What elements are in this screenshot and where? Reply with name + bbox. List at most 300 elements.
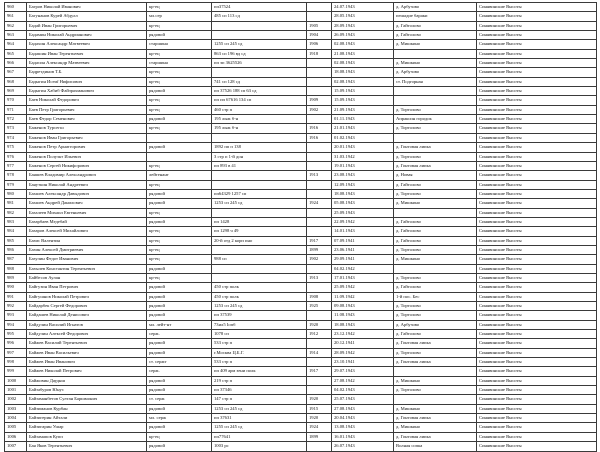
unit (212, 180, 307, 189)
date-of-death: 21.08.1943 (332, 49, 394, 58)
full-name: Байзамапов Купп (27, 432, 147, 441)
row-number: 1005 (5, 423, 27, 432)
birth-year: 1913 (307, 171, 332, 180)
table-row (5, 339, 597, 348)
burial-site: Синявинские Высоты (477, 358, 597, 367)
full-name: Бадасин Александр Матвеевич (27, 59, 147, 68)
full-name: Байзигерин Айтали (27, 414, 147, 423)
birth-year: 1915 (307, 404, 332, 413)
table-row (5, 133, 597, 142)
full-name: Базулин Федот Иванович (27, 255, 147, 264)
birth-year (307, 189, 332, 198)
unit: пп пп 67616 134 сп (212, 96, 307, 105)
birth-year: 1899 (307, 245, 332, 254)
rank: рядовой (147, 348, 212, 357)
date-of-death: 20.01.1943 (332, 143, 394, 152)
burial-place: д. Мишкино (394, 423, 477, 432)
birth-year (307, 339, 332, 348)
birth-year (307, 180, 332, 189)
row-number: 966 (5, 59, 27, 68)
unit: 533 стр п (212, 358, 307, 367)
burial-place (394, 96, 477, 105)
birth-year: 1902 (307, 105, 332, 114)
rank: рядовой (147, 115, 212, 124)
unit (212, 31, 307, 40)
row-number: 989 (5, 273, 27, 282)
table-row (5, 3, 597, 12)
table-row (5, 348, 597, 357)
full-name: Байжев Иван Иванович (27, 358, 147, 367)
full-name: Байдарбек Сергей Федорович (27, 302, 147, 311)
table-row (5, 302, 597, 311)
burial-place: д. Арбузово (394, 320, 477, 329)
rank (147, 133, 212, 142)
burial-site: Синявинские Высоты (477, 189, 597, 198)
burial-register-table (4, 2, 597, 452)
birth-year (307, 12, 332, 21)
burial-site: Синявинские Высоты (477, 264, 597, 273)
table-row (5, 292, 597, 301)
burial-place (394, 87, 477, 96)
table-row (5, 115, 597, 124)
unit: пп 409 арм зени полк (212, 367, 307, 376)
burial-place: д. Гонтовая липка (394, 339, 477, 348)
rank: рядовой (147, 87, 212, 96)
burial-site: Синявинские Высоты (477, 77, 597, 86)
burial-site: Синявинские Высоты (477, 96, 597, 105)
row-number: 965 (5, 49, 27, 58)
row-number: 976 (5, 152, 27, 161)
date-of-death: 11.09.1942 (332, 292, 394, 301)
date-of-death: 04.02.1943 (332, 386, 394, 395)
full-name: Байдашев Николай Денисович (27, 311, 147, 320)
burial-site: Синявинские Высоты (477, 320, 597, 329)
unit: 73ил5 Іопб (212, 320, 307, 329)
unit (212, 21, 307, 30)
burial-place (394, 367, 477, 376)
burial-site: Синявинские Высоты (477, 348, 597, 357)
row-number: 990 (5, 283, 27, 292)
table-row (5, 208, 597, 217)
full-name: Баев Петр Григорьевич (27, 105, 147, 114)
burial-site: Синявинские Высоты (477, 236, 597, 245)
rank: кр-ец (147, 77, 212, 86)
table-row (5, 367, 597, 376)
table-row (5, 386, 597, 395)
date-of-death: 31.03.1942 (332, 152, 394, 161)
burial-place: д. Тортолово (394, 273, 477, 282)
burial-site: Синявинские Высоты (477, 330, 597, 339)
unit: 460 стр п (212, 105, 307, 114)
table-row (5, 40, 597, 49)
rank: кр-ец (147, 432, 212, 441)
row-number: 968 (5, 77, 27, 86)
register-rows (5, 3, 597, 452)
birth-year (307, 68, 332, 77)
burial-place: д. Тортолово (394, 348, 477, 357)
rank: мл.сер (147, 12, 212, 21)
full-name: Бадахин Александр Матвеевич (27, 40, 147, 49)
date-of-death: 27.08.1942 (332, 376, 394, 385)
row-number: 969 (5, 87, 27, 96)
unit: 485 сп 113 сд (212, 12, 307, 21)
burial-place: 1-й пос. Бес (394, 292, 477, 301)
birth-year: 1905 (307, 21, 332, 30)
date-of-death: 15.09.1943 (332, 87, 394, 96)
table-row (5, 273, 597, 282)
table-row (5, 152, 597, 161)
burial-site: Синявинские Высоты (477, 395, 597, 404)
unit: 195 лыж б-н (212, 124, 307, 133)
table-row (5, 124, 597, 133)
rank: рядовой (147, 31, 212, 40)
rank: кр-ец (147, 124, 212, 133)
rank (147, 152, 212, 161)
burial-site: Синявинские Высоты (477, 302, 597, 311)
row-number: 1004 (5, 414, 27, 423)
burial-site: Синявинские Высоты (477, 208, 597, 217)
full-name: Бахшев Александр Давыдович (27, 189, 147, 198)
full-name: Байзиманов Курбан (27, 404, 147, 413)
table-row (5, 376, 597, 385)
burial-site: Синявинские Высоты (477, 105, 597, 114)
table-row (5, 143, 597, 152)
row-number: 1002 (5, 395, 27, 404)
burial-place: д. Гонтовая липка (394, 358, 477, 367)
birth-year (307, 161, 332, 170)
table-row (5, 217, 597, 226)
unit (212, 133, 307, 142)
rank: старшина (147, 59, 212, 68)
row-number: 984 (5, 227, 27, 236)
burial-place: д. Мишкино (394, 59, 477, 68)
birth-year: 1899 (307, 432, 332, 441)
burial-site: Синявинские Высоты (477, 227, 597, 236)
burial-site: Синявинские Высоты (477, 311, 597, 320)
full-name: Байжев Николай Петрович (27, 367, 147, 376)
burial-site: Синявинские Высоты (477, 255, 597, 264)
burial-place (394, 49, 477, 58)
unit: пп 37526 188 сп 63 сд (212, 87, 307, 96)
burial-site: Синявинские Высоты (477, 3, 597, 12)
table-row (5, 358, 597, 367)
rank: кр-ец (147, 273, 212, 282)
birth-year: 1904 (307, 31, 332, 40)
burial-place: д. Тортолово (394, 245, 477, 254)
burial-site: Синявинские Высоты (477, 40, 597, 49)
rank: рядовой (147, 189, 212, 198)
burial-place: д. Гайтолово (394, 283, 477, 292)
rank: рядовой (147, 376, 212, 385)
rank: кр-ец (147, 3, 212, 12)
unit (212, 208, 307, 217)
unit (212, 273, 307, 282)
row-number: 981 (5, 199, 27, 208)
table-row (5, 12, 597, 21)
table-row (5, 311, 597, 320)
birth-year: 1924 (307, 423, 332, 432)
rank: кр-ец (147, 245, 212, 254)
birth-year: 1917 (307, 236, 332, 245)
burial-place (394, 264, 477, 273)
burial-site: Синявинские Высоты (477, 152, 597, 161)
rank: рядовой (147, 217, 212, 226)
birth-year (307, 442, 332, 451)
date-of-death: 16.01.1943 (332, 432, 394, 441)
rank: серж. (147, 330, 212, 339)
burial-place: д. Гонтовая липка (394, 414, 477, 423)
full-name: Байгушнов Николай Петрович (27, 292, 147, 301)
burial-place: д. Мишкино (394, 40, 477, 49)
row-number: 997 (5, 348, 27, 357)
birth-year: 1920 (307, 320, 332, 329)
burial-site: Синявинские Высоты (477, 367, 597, 376)
rank: рядовой (147, 292, 212, 301)
rank: кр-ец (147, 208, 212, 217)
date-of-death: 13.08.1943 (332, 423, 394, 432)
table-row (5, 432, 597, 441)
burial-site: Синявинские Высоты (477, 442, 597, 451)
full-name: Бадретдинов Т.Б. (27, 68, 147, 77)
rank: кр-ец (147, 255, 212, 264)
row-number: 991 (5, 292, 27, 301)
row-number: 986 (5, 245, 27, 254)
unit (212, 264, 307, 273)
burial-site: Синявинские Высоты (477, 386, 597, 395)
full-name: Байбесов Аулан (27, 273, 147, 282)
row-number: 964 (5, 40, 27, 49)
full-name: Байжев Иван Васильевич (27, 348, 147, 357)
rank: рядовой (147, 283, 212, 292)
date-of-death: 18.08.1943 (332, 68, 394, 77)
table-row (5, 255, 597, 264)
rank: рядовой (147, 404, 212, 413)
full-name: Байзигарин Ушар (27, 423, 147, 432)
burial-site: Синявинские Высоты (477, 376, 597, 385)
rank: лейтенант (147, 171, 212, 180)
burial-site: Синявинские Высоты (477, 414, 597, 423)
burial-place: д. Тортолово (394, 302, 477, 311)
unit: 20-й отд 2 корп пно (212, 236, 307, 245)
full-name: Бахшев Андрей Данилович (27, 199, 147, 208)
table-row (5, 96, 597, 105)
date-of-death: 24.07.1943 (332, 3, 394, 12)
date-of-death: 14.01.1943 (332, 227, 394, 236)
burial-site: Синявинские Высоты (477, 143, 597, 152)
unit: 741 сп 128 сд (212, 77, 307, 86)
date-of-death: 22.09.1942 (332, 217, 394, 226)
date-of-death: 18.08.1943 (332, 320, 394, 329)
full-name: Баяшев Владимир Александрович (27, 171, 147, 180)
birth-year (307, 59, 332, 68)
date-of-death: 29.07.1943 (332, 367, 394, 376)
date-of-death: 09.08.1943 (332, 302, 394, 311)
burial-place: Волная сопка (394, 442, 477, 451)
burial-site: Синявинские Высоты (477, 21, 597, 30)
birth-year (307, 264, 332, 273)
row-number: 1007 (5, 442, 27, 451)
burial-site: Синявинские Высоты (477, 339, 597, 348)
burial-place (394, 133, 477, 142)
table-row (5, 404, 597, 413)
birth-year (307, 115, 332, 124)
full-name: Базалеев Михаил Евгеньевич (27, 208, 147, 217)
unit: пп64329 1257 сп (212, 189, 307, 198)
row-number: 983 (5, 217, 27, 226)
unit: 219 стр п (212, 376, 307, 385)
date-of-death: 26.09.1943 (332, 31, 394, 40)
burial-place: д. Тортолово (394, 386, 477, 395)
unit: г.Москва Ц.Б.Г. (212, 348, 307, 357)
date-of-death: 28.05.1943 (332, 12, 394, 21)
unit (212, 245, 307, 254)
row-number: 962 (5, 21, 27, 30)
birth-year: 1916 (307, 133, 332, 142)
birth-year (307, 358, 332, 367)
table-row (5, 423, 597, 432)
burial-place: д. Гайтолово (394, 31, 477, 40)
rank: мл. серж (147, 414, 212, 423)
unit: 1255 сп 245 сд (212, 40, 307, 49)
rank: серж. (147, 367, 212, 376)
table-row (5, 77, 597, 86)
date-of-death: 23.06.1941 (332, 245, 394, 254)
unit: пп 893 в 41 (212, 161, 307, 170)
burial-site: Синявинские Высоты (477, 217, 597, 226)
unit (212, 68, 307, 77)
burial-place (394, 208, 477, 217)
rank: кр-ец (147, 21, 212, 30)
row-number: 978 (5, 171, 27, 180)
burial-place: ст. Подгорная (394, 77, 477, 86)
burial-site: Синявинские Высоты (477, 59, 597, 68)
table-row (5, 59, 597, 68)
date-of-death: 07.09.1941 (332, 236, 394, 245)
date-of-death: 21.09.1943 (332, 105, 394, 114)
table-row (5, 49, 597, 58)
birth-year (307, 386, 332, 395)
table-row (5, 442, 597, 451)
rank: рядовой (147, 423, 212, 432)
unit: 147 стр п (212, 395, 307, 404)
birth-year (307, 227, 332, 236)
row-number: 973 (5, 124, 27, 133)
burial-place: д. Гонтовая липка (394, 161, 477, 170)
full-name: Баженов Сергей Никифорович (27, 161, 147, 170)
table-row (5, 330, 597, 339)
unit: пп 1428 (212, 217, 307, 226)
burial-site: Синявинские Высоты (477, 245, 597, 254)
full-name: Байжев Василий Терентьевич (27, 339, 147, 348)
row-number: 1000 (5, 376, 27, 385)
full-name: Байдулин Алексей Федорович (27, 330, 147, 339)
birth-year: 1912 (307, 330, 332, 339)
unit: пп37524 (212, 3, 307, 12)
row-number: 967 (5, 68, 27, 77)
row-number: 1006 (5, 432, 27, 441)
full-name: Баженов Петр Арнатгорович (27, 143, 147, 152)
date-of-death: 17.01.1943 (332, 273, 394, 282)
full-name: Багров Николай Иванович (27, 3, 147, 12)
burial-site: Синявинские Высоты (477, 292, 597, 301)
unit: 1078 сп (212, 330, 307, 339)
date-of-death: 02.08.1943 (332, 77, 394, 86)
full-name: Бадай Иван Григорьевич (27, 21, 147, 30)
date-of-death: 27.08.1943 (332, 404, 394, 413)
birth-year: 1924 (307, 199, 332, 208)
birth-year: 1917 (307, 367, 332, 376)
rank: ст. серж (147, 395, 212, 404)
burial-place: д. Гайтолово (394, 236, 477, 245)
date-of-death: 19.01.1943 (332, 161, 394, 170)
unit: 1253 сп 245 сд (212, 302, 307, 311)
full-name: Базаров Алексей Михайлович (27, 227, 147, 236)
date-of-death: 05.08.1943 (332, 199, 394, 208)
row-number: 970 (5, 96, 27, 105)
burial-site: Синявинские Высоты (477, 115, 597, 124)
birth-year (307, 3, 332, 12)
table-row (5, 21, 597, 30)
table-row (5, 236, 597, 245)
table-row (5, 180, 597, 189)
date-of-death: 28.09.1943 (332, 21, 394, 30)
row-number: 993 (5, 311, 27, 320)
full-name: Бадыгин Хабиб Файзрахманович (27, 87, 147, 96)
burial-site: Синявинские Высоты (477, 199, 597, 208)
table-row (5, 320, 597, 329)
burial-place: д. Гайтолово (394, 21, 477, 30)
burial-place: д. Мишкино (394, 404, 477, 413)
unit: 450 стр полк (212, 292, 307, 301)
burial-place: Апраксин городок (394, 115, 477, 124)
row-number: 996 (5, 339, 27, 348)
table-row (5, 227, 597, 236)
date-of-death: 02.08.1943 (332, 59, 394, 68)
rank: кр-ец (147, 180, 212, 189)
unit: пп 37346 (212, 386, 307, 395)
row-number: 979 (5, 180, 27, 189)
birth-year (307, 87, 332, 96)
full-name: Байзабуров Юнус (27, 386, 147, 395)
date-of-death: 12.09.1943 (332, 180, 394, 189)
table-row (5, 264, 597, 273)
table-row (5, 105, 597, 114)
burial-place: д. Гайтолово (394, 330, 477, 339)
row-number: 960 (5, 3, 27, 12)
unit: 1255 сп 245 сд (212, 423, 307, 432)
burial-place: д. Тортолово (394, 311, 477, 320)
rank: кр-ец (147, 96, 212, 105)
burial-site: Синявинские Высоты (477, 273, 597, 282)
row-number: 994 (5, 320, 27, 329)
rank: рядовой (147, 339, 212, 348)
unit (212, 171, 307, 180)
full-name: Байзаманбетов Султан Баршмонич (27, 395, 147, 404)
rank: кр-ец (147, 105, 212, 114)
row-number: 999 (5, 367, 27, 376)
row-number: 974 (5, 133, 27, 142)
row-number: 975 (5, 143, 27, 152)
rank: кр-ец (147, 161, 212, 170)
rank: рядовой (147, 442, 212, 451)
unit: пп 37539 (212, 311, 307, 320)
date-of-death: 28.09.1942 (332, 348, 394, 357)
rank: рядовой (147, 199, 212, 208)
row-number: 977 (5, 161, 27, 170)
birth-year: 1920 (307, 395, 332, 404)
burial-place: д. Мишкино (394, 255, 477, 264)
table-row (5, 199, 597, 208)
